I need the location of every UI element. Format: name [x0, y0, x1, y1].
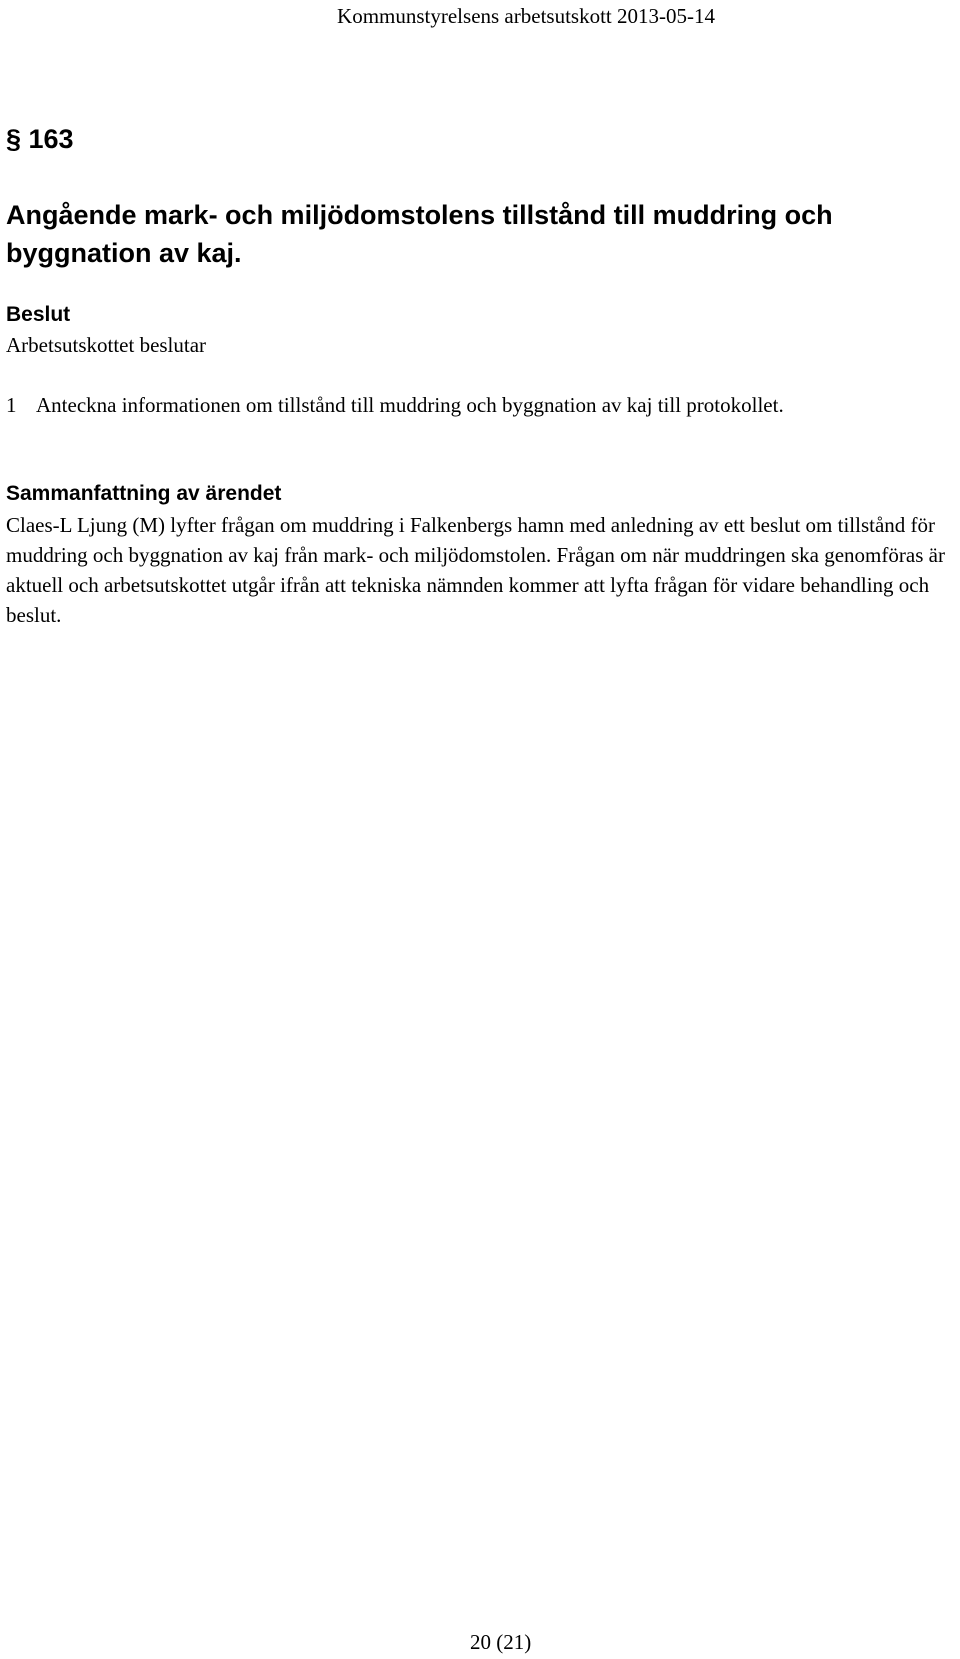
decision-item-number: 1 — [6, 393, 17, 417]
decision-heading: Beslut — [6, 303, 71, 326]
decision-item-text: Anteckna informationen om tillstånd till muddring och byggnation av kaj till protokollet. — [36, 393, 784, 417]
running-header: Kommunstyrelsens arbetsutskott 2013-05-14 — [337, 4, 715, 28]
section-number: § 163 — [6, 124, 74, 154]
decision-intro: Arbetsutskottet beslutar — [6, 333, 207, 357]
summary-heading: Sammanfattning av ärendet — [6, 482, 282, 505]
page-number: 20 (21) — [470, 1630, 532, 1654]
summary-paragraph: Claes-L Ljung (M) lyfter frågan om muddring i Falkenbergs hamn med anledning av ett beslut om tillstånd för muddring och byggnation av kaj från mark- och miljödomstolen. Frågan om när muddringen ska genomföras är aktuell och arbetsutskottet utgår ifrån att tekniska nämnden kommer att lyfta frågan för vidare behandling och beslut. — [6, 513, 945, 627]
section-title: Angående mark- och miljödomstolens tillstånd till muddring och byggnation av kaj. — [6, 200, 833, 268]
